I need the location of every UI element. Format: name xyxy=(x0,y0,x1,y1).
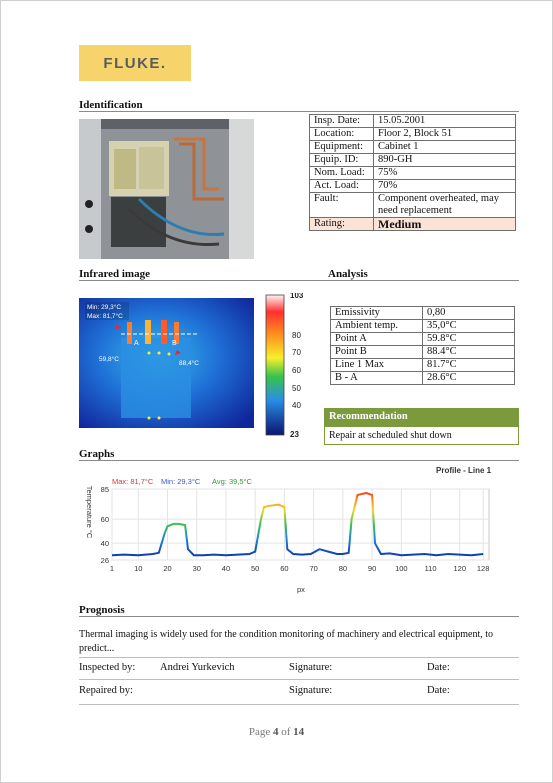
scale-tick: 50 xyxy=(292,384,301,393)
prognosis-rule xyxy=(79,616,519,617)
analysis-row xyxy=(331,359,515,372)
infrared-rule xyxy=(79,280,519,281)
identification-row xyxy=(310,128,516,141)
identification-row xyxy=(310,167,516,180)
analysis-row xyxy=(331,346,515,359)
identification-label: Nom. Load: xyxy=(310,167,374,180)
page-footer xyxy=(0,726,553,738)
identification-label: Location: xyxy=(310,128,374,141)
inspector-name: Andrei Yurkevich xyxy=(160,662,235,673)
chart-xlabel: px xyxy=(297,585,305,594)
identification-value: 890-GH xyxy=(374,154,516,167)
scale-min: 23 xyxy=(290,430,299,438)
x-tick-label: 30 xyxy=(192,564,201,573)
x-tick-label: 100 xyxy=(395,564,408,573)
graphs-title: Graphs xyxy=(79,448,115,460)
chart-grid xyxy=(112,489,489,560)
analysis-table xyxy=(330,306,515,385)
prognosis-text: Thermal imaging is widely used for the condition monitoring of machinery and electrical equipment, to predict... xyxy=(79,629,494,654)
x-tick-label: 128 xyxy=(476,564,490,573)
x-tick-label: 50 xyxy=(251,564,260,573)
footer-middle: of xyxy=(278,726,294,738)
analysis-value: 81.7°C xyxy=(423,359,515,372)
signature-rule-bottom xyxy=(79,704,519,705)
analysis-title: Analysis xyxy=(328,268,368,280)
graphs-rule xyxy=(79,460,519,461)
y-tick-label: 40 xyxy=(100,539,109,549)
identification-value: 70% xyxy=(374,180,516,193)
analysis-value: 35,0°C xyxy=(423,320,515,333)
analysis-value: 0,80 xyxy=(423,307,515,320)
identification-row xyxy=(310,115,516,128)
analysis-label: Line 1 Max xyxy=(331,359,423,372)
x-tick-label: 20 xyxy=(163,564,172,573)
y-tick-label: 26 xyxy=(100,556,109,565)
x-tick-label: 110 xyxy=(424,564,437,573)
chart-title: Profile - Line 1 xyxy=(436,466,492,475)
x-tick-label: 70 xyxy=(309,564,318,573)
identification-row xyxy=(310,180,516,193)
x-tick-label: 80 xyxy=(338,564,348,573)
scale-tick: 70 xyxy=(292,348,301,357)
rating-label: Rating: xyxy=(310,218,374,231)
date-label: Date: xyxy=(427,685,450,696)
identification-title: Identification xyxy=(79,99,143,111)
repaired-by-label: Repaired by: xyxy=(79,685,133,696)
signature-label: Signature: xyxy=(289,662,333,673)
analysis-label: Point A xyxy=(331,333,423,346)
footer-page: 4 xyxy=(272,726,279,738)
equipment-photo xyxy=(79,119,254,259)
y-tick-label: 85 xyxy=(100,485,109,494)
analysis-row xyxy=(331,320,515,333)
analysis-label: Ambient temp. xyxy=(331,320,423,333)
fluke-logo xyxy=(79,45,191,81)
identification-row xyxy=(310,141,516,154)
ir-temp-a: 59,8°C xyxy=(99,356,119,363)
ir-min-label: Min: 29,3°C xyxy=(87,304,122,311)
identification-row xyxy=(310,154,516,167)
identification-value: Floor 2, Block 51 xyxy=(374,128,516,141)
scale-tick: 80 xyxy=(292,331,301,340)
ir-point-a: A xyxy=(134,340,139,347)
x-tick-label: 40 xyxy=(221,564,231,573)
analysis-value: 28.6°C xyxy=(423,372,515,385)
x-tick-label: 60 xyxy=(280,564,289,573)
identification-value: Cabinet 1 xyxy=(374,141,516,154)
scale-max: 103 xyxy=(290,293,304,300)
infrared-image xyxy=(79,298,254,428)
analysis-value: 88.4°C xyxy=(423,346,515,359)
identification-value: Component overheated, may need replacement xyxy=(374,193,516,218)
identification-label: Equip. ID: xyxy=(310,154,374,167)
prognosis-title: Prognosis xyxy=(79,604,125,616)
footer-total: 14 xyxy=(293,726,305,738)
signature-rule-mid xyxy=(79,679,519,680)
x-tick-label: 1 xyxy=(109,564,115,573)
rating-row xyxy=(310,218,516,231)
identification-value: 75% xyxy=(374,167,516,180)
temperature-scale xyxy=(264,293,314,438)
profile-chart xyxy=(79,462,519,597)
analysis-row xyxy=(331,307,515,320)
identification-row xyxy=(310,193,516,218)
signature-rule-top xyxy=(79,657,519,658)
inspected-by-label: Inspected by: xyxy=(79,662,136,673)
chart-stat-avg: Avg: 39,5°C xyxy=(212,477,252,486)
logo-text: FLUKE. xyxy=(103,54,167,72)
analysis-row xyxy=(331,372,515,385)
y-tick-labels xyxy=(101,485,109,565)
identification-label: Fault: xyxy=(310,193,374,218)
analysis-label: Point B xyxy=(331,346,423,359)
x-tick-label: 10 xyxy=(134,564,143,573)
identification-label: Equipment: xyxy=(310,141,374,154)
ir-temp-b: 88,4°C xyxy=(179,360,199,367)
y-tick-label: 60 xyxy=(100,515,109,525)
ir-max-label: Max: 81,7°C xyxy=(87,313,123,320)
chart-frame xyxy=(112,489,489,560)
date-label: Date: xyxy=(427,662,450,673)
scale-tick: 60 xyxy=(292,366,301,375)
rating-value: Medium xyxy=(374,218,516,231)
analysis-row xyxy=(331,333,515,346)
analysis-label: Emissivity xyxy=(331,307,423,320)
identification-table xyxy=(309,114,516,231)
analysis-label: B - A xyxy=(331,372,423,385)
analysis-value: 59.8°C xyxy=(423,333,515,346)
recommendation-text: Repair at scheduled shut down xyxy=(324,426,519,445)
signature-label: Signature: xyxy=(289,685,333,696)
identification-rule xyxy=(79,111,519,112)
footer-prefix: Page xyxy=(248,726,273,738)
identification-label: Insp. Date: xyxy=(310,115,374,128)
ir-point-b: B xyxy=(172,340,177,347)
x-tick-label: 90 xyxy=(367,564,377,573)
chart-ylabel: Temperature °C xyxy=(85,485,94,539)
x-tick-label: 120 xyxy=(453,564,467,573)
identification-value: 15.05.2001 xyxy=(374,115,516,128)
scale-tick: 40 xyxy=(292,401,301,410)
chart-stat-max: Max: 81,7°C xyxy=(112,477,154,486)
infrared-title: Infrared image xyxy=(79,268,150,280)
identification-label: Act. Load: xyxy=(310,180,374,193)
x-tick-labels xyxy=(110,564,489,573)
recommendation-title: Recommendation xyxy=(324,408,519,426)
chart-stat-min: Min: 29,3°C xyxy=(161,477,201,486)
